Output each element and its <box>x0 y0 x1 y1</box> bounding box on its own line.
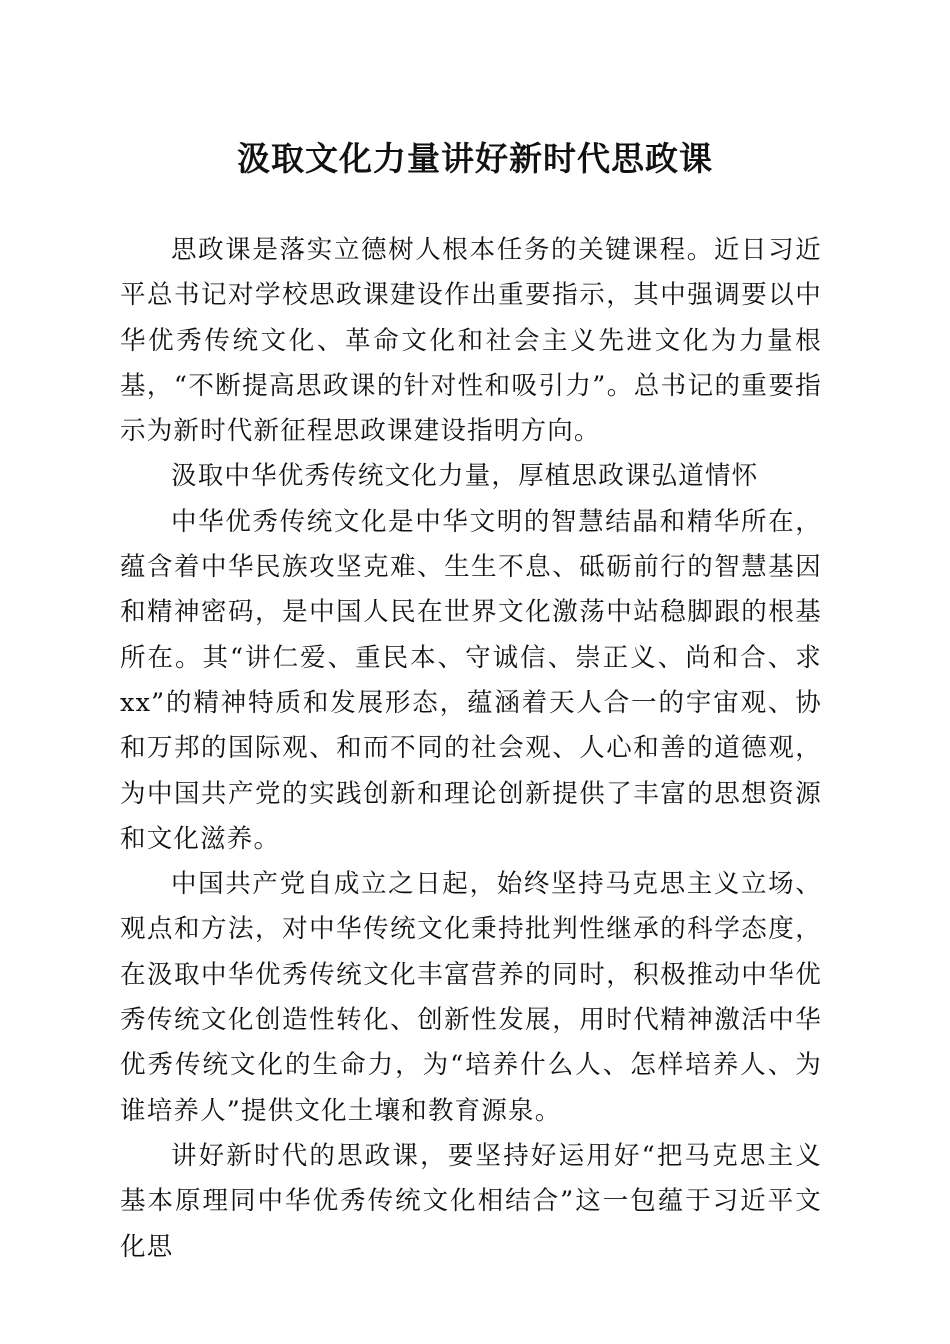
paragraph-new-era: 讲好新时代的思政课，要坚持好运用好“把马克思主义基本原理同中华优秀传统文化相结合”这一包蕴于习近平文化思 <box>120 1140 822 1262</box>
document-title: 汲取文化力量讲好新时代思政课 <box>237 139 713 178</box>
section-heading: 汲取中华优秀传统文化力量，厚植思政课弘道情怀 <box>171 461 759 492</box>
paragraph-party-history: 中国共产党自成立之日起，始终坚持马克思主义立场、观点和方法，对中华传统文化秉持批判性继承的科学态度，在汲取中华优秀传统文化丰富营养的同时，积极推动中华优秀传统文化创造性转化、创新性发展，用时代精神激活中华优秀传统文化的生命力，为“培养什么人、怎样培养人、为谁培养人”提供文化土壤和教育源泉。 <box>120 869 822 1126</box>
paragraph-intro: 思政课是落实立德树人根本任务的关键课程。近日习近平总书记对学校思政课建设作出重要指示，其中强调要以中华优秀传统文化、革命文化和社会主义先进文化为力量根基，“不断提高思政课的针对性和吸引力”。总书记的重要指示为新时代新征程思政课建设指明方向。 <box>120 235 822 447</box>
document-body <box>120 228 822 1270</box>
paragraph-traditional-culture: 中华优秀传统文化是中华文明的智慧结晶和精华所在，蕴含着中华民族攻坚克难、生生不息、砥砺前行的智慧基因和精神密码，是中国人民在世界文化激荡中站稳脚跟的根基所在。其“讲仁爱、重民本、守诚信、崇正义、尚和合、求xx”的精神特质和发展形态，蕴涵着天人合一的宇宙观、协和万邦的国际观、和而不同的社会观、人心和善的道德观，为中国共产党的实践创新和理论创新提供了丰富的思想资源和文化滋养。 <box>120 506 822 854</box>
